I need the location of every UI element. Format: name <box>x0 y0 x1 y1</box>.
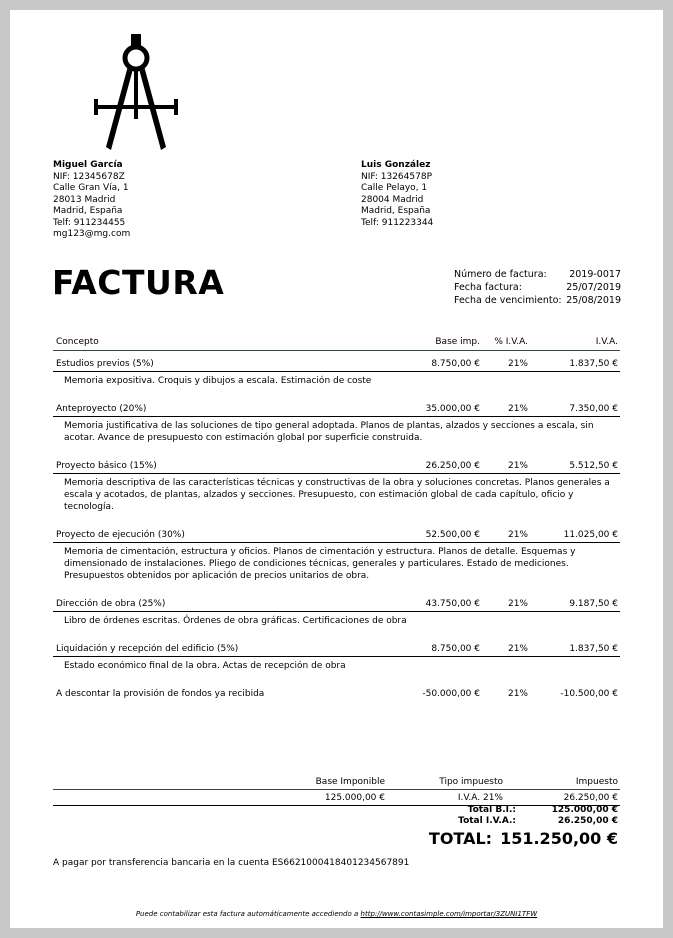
import-link[interactable]: http://www.contasimple.com/importar/3ZUNI1TFW <box>360 910 538 918</box>
invoice-page <box>10 10 663 928</box>
table-row <box>53 640 620 672</box>
footer <box>10 910 663 918</box>
footer-text: Puede contabilizar esta factura automáticamente accediendo a <box>135 910 359 918</box>
item-description: Libro de órdenes escritas. Órdenes de obra gráficas. Certificaciones de obra <box>64 616 407 626</box>
totals-type: I.V.A. 21% <box>457 793 503 803</box>
item-vat-pct: 21% <box>507 599 528 609</box>
item-base: 52.500,00 € <box>425 530 480 540</box>
emitter-name: Miguel García <box>53 160 123 170</box>
item-description: Memoria expositiva. Croquis y dibujos a escala. Estimación de coste <box>64 376 372 386</box>
item-vat: 5.512,50 € <box>569 461 618 471</box>
table-row <box>53 355 620 387</box>
emitter-line: Madrid, España <box>53 206 123 216</box>
item-vat: 11.025,00 € <box>563 530 618 540</box>
item-base: -50.000,00 € <box>422 689 480 699</box>
item-vat: 1.837,50 € <box>569 359 618 369</box>
invoice-number: 2019-0017 <box>569 269 621 280</box>
table-row <box>53 457 620 513</box>
invoice-date: 25/07/2019 <box>566 282 621 293</box>
emitter-email: mg123@mg.com <box>53 229 131 239</box>
totals-tax: 26.250,00 € <box>563 793 618 803</box>
item-concept: Proyecto básico (15%) <box>56 461 157 471</box>
header-vat-pct: % I.V.A. <box>494 337 528 347</box>
total-iva-label: Total I.V.A.: <box>458 816 516 826</box>
item-vat-pct: 21% <box>507 461 528 471</box>
item-description: Memoria descriptiva de las características técnicas y constructivas de la obra y soluciones concretas. Planos generales a escala y acotados, de plantas, alzados y secciones. Presupuesto, con estimación global de cada capítulo, oficio y tecnología. <box>64 478 610 512</box>
summary-labels <box>430 805 516 827</box>
item-vat: 1.837,50 € <box>569 644 618 654</box>
table-row <box>53 400 620 444</box>
emitter-line: 28013 Madrid <box>53 194 116 205</box>
item-vat: 9.187,50 € <box>569 599 618 609</box>
emitter-line: Calle Gran Vía, 1 <box>53 183 129 193</box>
table-row <box>53 685 620 701</box>
totals-base: 125.000,00 € <box>324 793 385 803</box>
item-description: Memoria de cimentación, estructura y oficios. Planos de cimentación y estructura. Planos de detalle. Esquemas y dimensionado de instalaciones. Pliego de condiciones técnicas, generales y particulares. Estado de mediciones. Presupuestos obtenidos por aplicación de precios unitarios de obra. <box>64 547 576 581</box>
header-vat: I.V.A. <box>595 337 618 347</box>
compass-icon <box>86 32 186 162</box>
grand-total <box>390 829 618 848</box>
header-concept: Concepto <box>56 337 99 347</box>
table-row <box>53 526 620 582</box>
grand-total-label: TOTAL: <box>428 829 493 848</box>
summary-values <box>524 805 618 827</box>
item-vat: -10.500,00 € <box>560 689 618 699</box>
table-row <box>53 595 620 627</box>
item-base: 26.250,00 € <box>425 461 480 471</box>
item-description: Estado económico final de la obra. Actas de recepción de obra <box>64 661 346 671</box>
item-concept: A descontar la provisión de fondos ya recibida <box>56 689 265 699</box>
total-bi-value: 125.000,00 € <box>551 805 618 815</box>
header-base: Base imp. <box>435 337 480 347</box>
item-base: 35.000,00 € <box>425 404 480 414</box>
item-vat-pct: 21% <box>507 689 528 699</box>
client-line: Telf: 911223344 <box>361 217 434 228</box>
payment-note: A pagar por transferencia bancaria en la cuenta ES6621000418401234567891 <box>53 858 410 868</box>
item-vat-pct: 21% <box>507 530 528 540</box>
item-vat-pct: 21% <box>507 359 528 369</box>
client-line: 28004 Madrid <box>361 194 424 205</box>
totals-header-type: Tipo impuesto <box>439 777 503 787</box>
totals-header-base: Base Imponible <box>315 777 385 787</box>
items-table <box>53 332 620 714</box>
item-concept: Anteproyecto (20%) <box>56 404 147 414</box>
table-header <box>53 332 620 351</box>
item-description: Memoria justificativa de las soluciones de tipo general adoptada. Planos de plantas, alzados y secciones a escala, sin acotar. Avance de presupuesto con estimación global por superficie construida. <box>64 421 594 443</box>
grand-total-value: 151.250,00 € <box>500 829 618 848</box>
invoice-number-label: Número de factura: <box>454 269 547 280</box>
item-base: 8.750,00 € <box>431 359 480 369</box>
item-base: 43.750,00 € <box>425 599 480 609</box>
client-block <box>361 160 433 229</box>
emitter-line: Telf: 911234455 <box>53 217 126 228</box>
emitter-block <box>53 160 130 241</box>
item-concept: Liquidación y recepción del edificio (5%) <box>56 644 239 654</box>
client-line: Madrid, España <box>361 206 431 216</box>
document-title: FACTURA <box>52 263 225 302</box>
client-line: NIF: 13264578P <box>361 171 432 182</box>
totals-table <box>53 777 620 806</box>
invoice-meta <box>454 268 621 307</box>
totals-header-tax: Impuesto <box>575 777 618 787</box>
item-vat-pct: 21% <box>507 644 528 654</box>
due-date-label: Fecha de vencimiento: <box>454 295 562 306</box>
item-vat: 7.350,00 € <box>569 404 618 414</box>
emitter-line: NIF: 12345678Z <box>53 171 125 182</box>
client-name: Luis González <box>361 160 431 170</box>
item-base: 8.750,00 € <box>431 644 480 654</box>
item-concept: Estudios previos (5%) <box>56 359 154 369</box>
total-bi-label: Total B.I.: <box>467 805 516 815</box>
item-concept: Proyecto de ejecución (30%) <box>56 530 185 540</box>
invoice-date-label: Fecha factura: <box>454 282 522 293</box>
item-concept: Dirección de obra (25%) <box>56 599 166 609</box>
due-date: 25/08/2019 <box>566 295 621 306</box>
client-line: Calle Pelayo, 1 <box>361 183 428 193</box>
total-iva-value: 26.250,00 € <box>557 816 618 826</box>
item-vat-pct: 21% <box>507 404 528 414</box>
